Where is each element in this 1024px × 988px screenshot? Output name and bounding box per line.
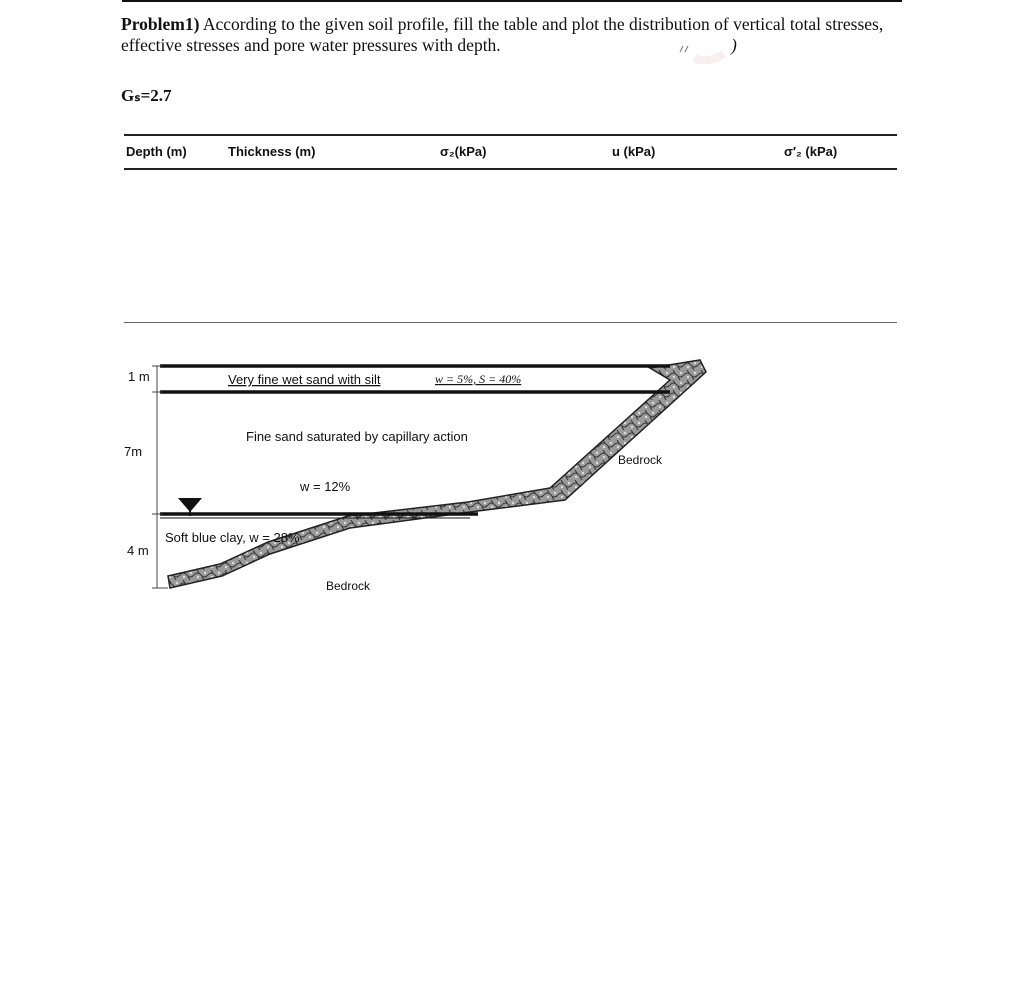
specific-gravity: Gₛ=2.7 [121,86,172,105]
problem-label: Problem1) [121,14,200,34]
dim-label-top: 1 m [128,369,150,384]
top-rule [122,0,902,2]
soil-profile-diagram [110,350,720,610]
problem-scribble-paren: ) [731,35,737,55]
water-table-triangle-icon [178,498,202,512]
table-top-rule [124,134,897,136]
bedrock-label-right: Bedrock [618,453,663,467]
table-header-rule [124,168,897,170]
layer-label-clay: Soft blue clay, w = 28% [165,530,300,545]
dim-label-middle: 7m [124,444,143,459]
problem-statement [121,14,911,56]
scribble-mark [672,40,744,66]
header-effective-stress: σ′₂ (kPa) [784,144,838,159]
bedrock-band [168,360,706,588]
header-thickness: Thickness (m) [228,144,316,159]
header-pore-pressure: u (kPa) [612,144,656,159]
table-bottom-rule [124,322,897,323]
layer-label-sand-silt: Very fine wet sand with silt [228,372,381,387]
bedrock-label-bottom: Bedrock [326,579,371,593]
dim-label-bottom: 4 m [127,543,149,558]
header-total-stress: σ₂(kPa) [440,144,487,159]
problem-text: According to the given soil profile, fill the table and plot the distribution of vertical total stresses, effective stresses and pore water pressures with depth. [121,14,884,55]
layer-props-cap-sand: w = 12% [300,479,351,494]
header-depth: Depth (m) [126,144,187,159]
layer-label-cap-sand: Fine sand saturated by capillary action [246,429,468,444]
layer-props-sand-silt: w = 5%, S = 40% [435,372,522,386]
